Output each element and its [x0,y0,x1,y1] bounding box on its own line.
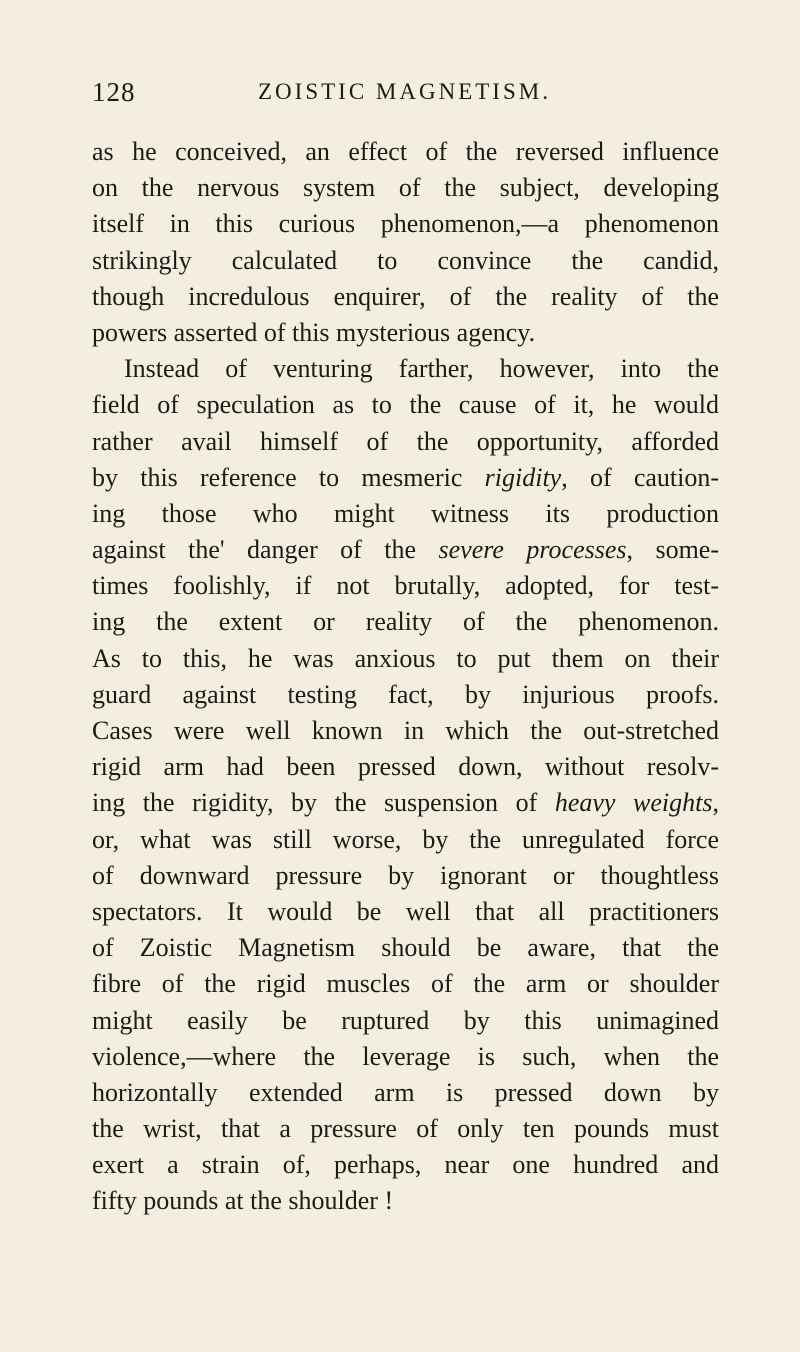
text-line: though incredulous enquirer, of the reality of the [92,281,719,311]
italic-run: severe processes [438,535,627,565]
text-run: , some- [626,535,720,565]
text-run: by this reference to mesmeric [92,462,485,492]
text-line: the wrist, that a pressure of only ten pounds must [92,1114,719,1144]
text-line: might easily be ruptured by this unimagined [92,1005,719,1035]
text-line: of downward pressure by ignorant or thoughtless [92,860,719,890]
text-line: times foolishly, if not brutally, adopted, for test- [92,571,719,601]
italic-run: heavy weights [554,788,713,818]
text-line: rigid arm had been pressed down, without resolv- [92,752,719,782]
text-run: ing the rigidity, by the suspension of [92,788,555,818]
text-line: powers asserted of this mysterious agency. [92,317,536,347]
text-run: against the' danger of the [92,535,439,565]
text-line: field of speculation as to the cause of it, he would [92,390,719,420]
text-line: or, what was still worse, by the unregulated force [92,824,719,854]
italic-run: rigidity [484,462,562,492]
text-line: fibre of the rigid muscles of the arm or shoulder [92,969,719,999]
text-line: ing those who might witness its production [92,498,719,528]
text-line: of Zoistic Magnetism should be aware, that the [92,933,719,963]
text-line: Cases were well known in which the out-stretched [92,716,719,745]
text-line [92,785,719,821]
running-head-title: ZOISTIC MAGNETISM. [258,79,551,104]
text-line: as he conceived, an effect of the reversed influence [92,137,719,166]
text-line: horizontally extended arm is pressed down by [92,1077,719,1107]
text-run: , of caution- [561,462,720,492]
text-line: ing the extent or reality of the phenomenon. [92,607,719,637]
text-line: As to this, he was anxious to put them on their [92,643,719,673]
text-run: , [712,788,719,818]
text-line: on the nervous system of the subject, developing [92,173,719,203]
body-text [92,134,719,1220]
page-number: 128 [92,77,136,107]
text-line: Instead of venturing farther, however, into the [124,354,719,384]
text-line: strikingly calculated to convince the candid, [92,245,719,275]
text-line: itself in this curious phenomenon,—a phenomenon [92,209,719,239]
running-head [92,72,732,112]
text-line: spectators. It would be well that all practitioners [92,896,719,926]
text-line: guard against testing fact, by injurious proofs. [92,679,719,709]
text-line: violence,—where the leverage is such, when the [92,1041,719,1071]
text-line: rather avail himself of the opportunity, afforded [92,426,719,456]
text-line: fifty pounds at the shoulder ! [92,1186,394,1216]
text-line: exert a strain of, perhaps, near one hundred and [92,1150,719,1180]
text-line [92,460,719,496]
text-line [92,532,719,568]
